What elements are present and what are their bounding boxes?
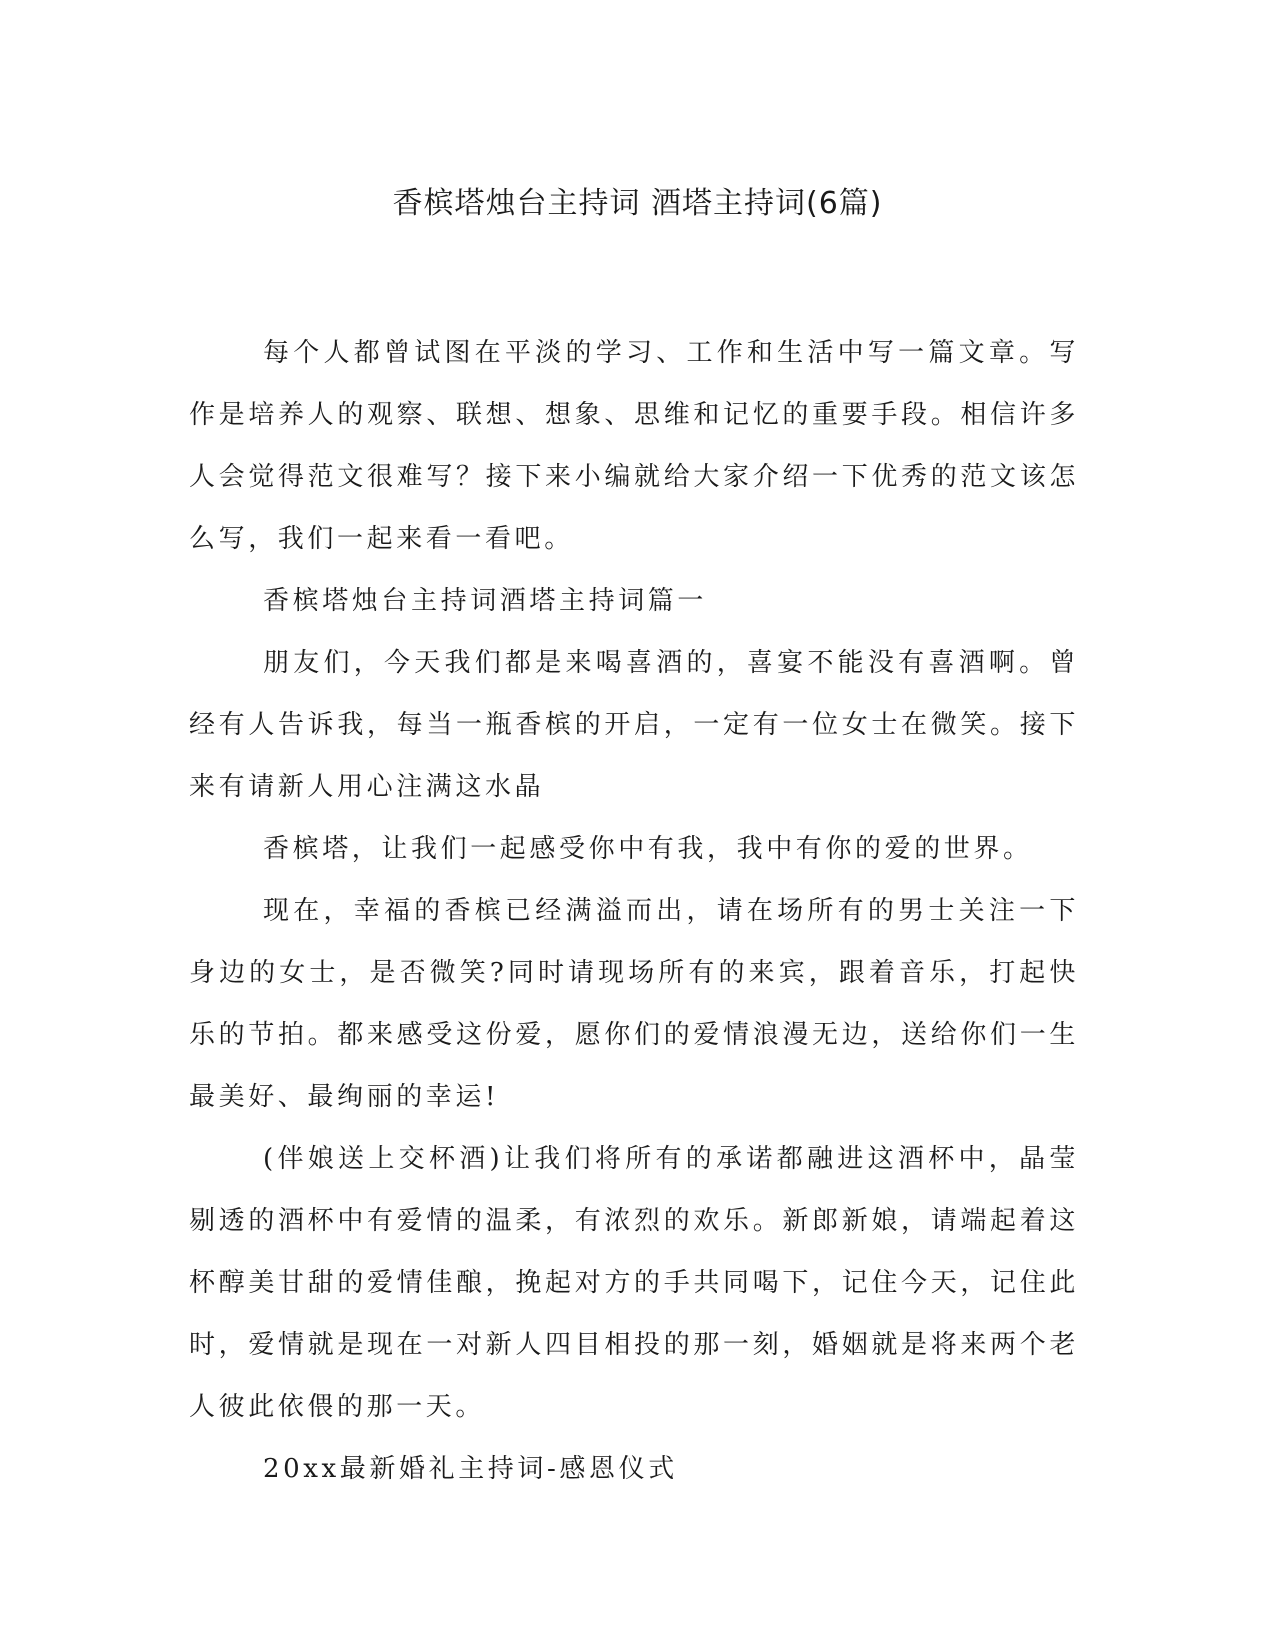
body-paragraph: 香槟塔，让我们一起感受你中有我，我中有你的爱的世界。: [263, 834, 1033, 864]
section-heading: 香槟塔烛台主持词酒塔主持词篇一: [263, 586, 708, 616]
intro-paragraph: 每个人都曾试图在平淡的学习、工作和生活中写一篇文章。写作是培养人的观察、联想、想象、思维和记忆的重要手段。相信许多人会觉得范文很难写？接下来小编就给大家介绍一下优秀的范文该怎么写，我们一起来看一看吧。: [189, 338, 1079, 554]
document-body: [189, 322, 1079, 1500]
document-title: 香槟塔烛台主持词 酒塔主持词(6篇): [392, 186, 883, 221]
body-paragraph: (伴娘送上交杯酒)让我们将所有的承诺都融进这酒杯中，晶莹剔透的酒杯中有爱情的温柔，有浓烈的欢乐。新郎新娘，请端起着这杯醇美甘甜的爱情佳酿，挽起对方的手共同喝下，记住今天，记住此时，爱情就是现在一对新人四目相投的那一刻，婚姻就是将来两个老人彼此依偎的那一天。: [189, 1144, 1079, 1422]
body-paragraph: 朋友们，今天我们都是来喝喜酒的，喜宴不能没有喜酒啊。曾经有人告诉我，每当一瓶香槟的开启，一定有一位女士在微笑。接下来有请新人用心注满这水晶: [189, 648, 1079, 802]
section-heading: 20xx最新婚礼主持词-感恩仪式: [263, 1454, 678, 1484]
body-paragraph: 现在，幸福的香槟已经满溢而出，请在场所有的男士关注一下身边的女士，是否微笑?同时请现场所有的来宾，跟着音乐，打起快乐的节拍。都来感受这份爱，愿你们的爱情浪漫无边，送给你们一生最美好、最绚丽的幸运!: [189, 896, 1079, 1112]
